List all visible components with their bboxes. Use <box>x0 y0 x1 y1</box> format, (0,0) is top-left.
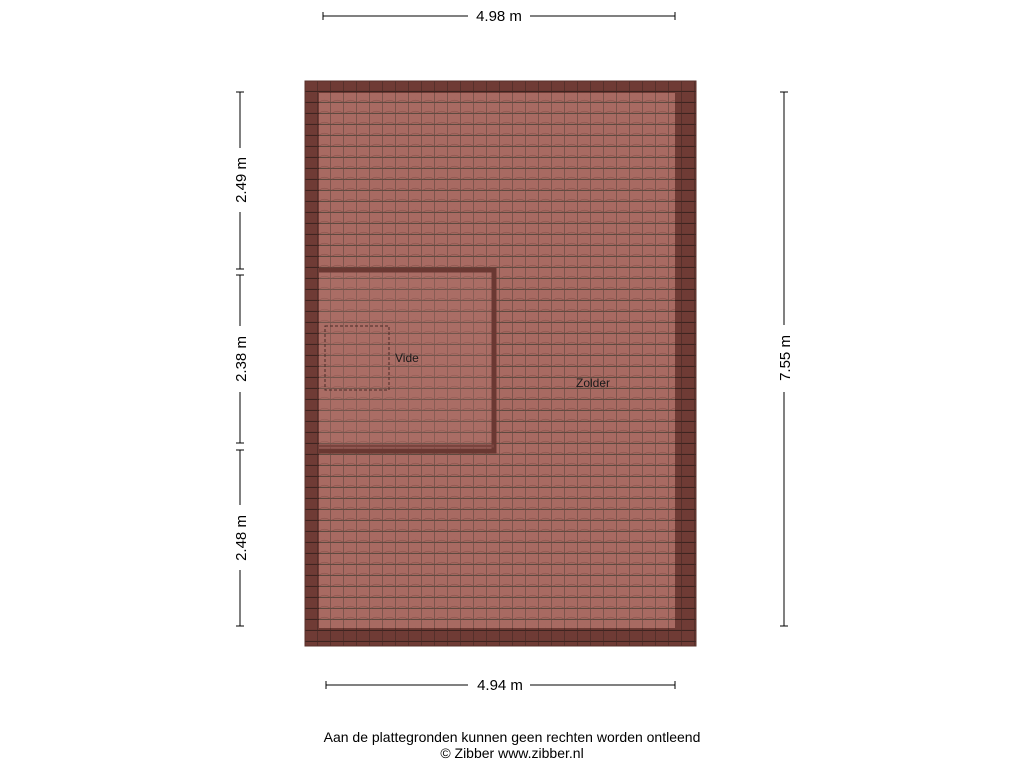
dimension-left-middle <box>233 275 250 443</box>
dimension-bottom-label: 4.94 m <box>477 677 523 694</box>
dimension-left-lower <box>233 450 250 626</box>
dimension-left-upper-label: 2.49 m <box>233 157 250 203</box>
dimension-left-upper <box>233 92 250 269</box>
dimension-left-middle-label: 2.38 m <box>233 336 250 382</box>
room-label-vide: Vide <box>395 351 419 365</box>
dimension-right-label: 7.55 m <box>777 335 794 381</box>
dimension-top <box>323 8 675 25</box>
dimension-left-lower-label: 2.48 m <box>233 515 250 561</box>
dimension-bottom <box>326 677 675 694</box>
footer-disclaimer: Aan de plattegronden kunnen geen rechten worden ontleend <box>323 729 701 745</box>
room-label-zolder: Zolder <box>576 376 611 390</box>
dimension-right <box>777 92 794 626</box>
dimension-top-label: 4.98 m <box>476 8 522 25</box>
footer-copyright: © Zibber www.zibber.nl <box>440 745 584 761</box>
